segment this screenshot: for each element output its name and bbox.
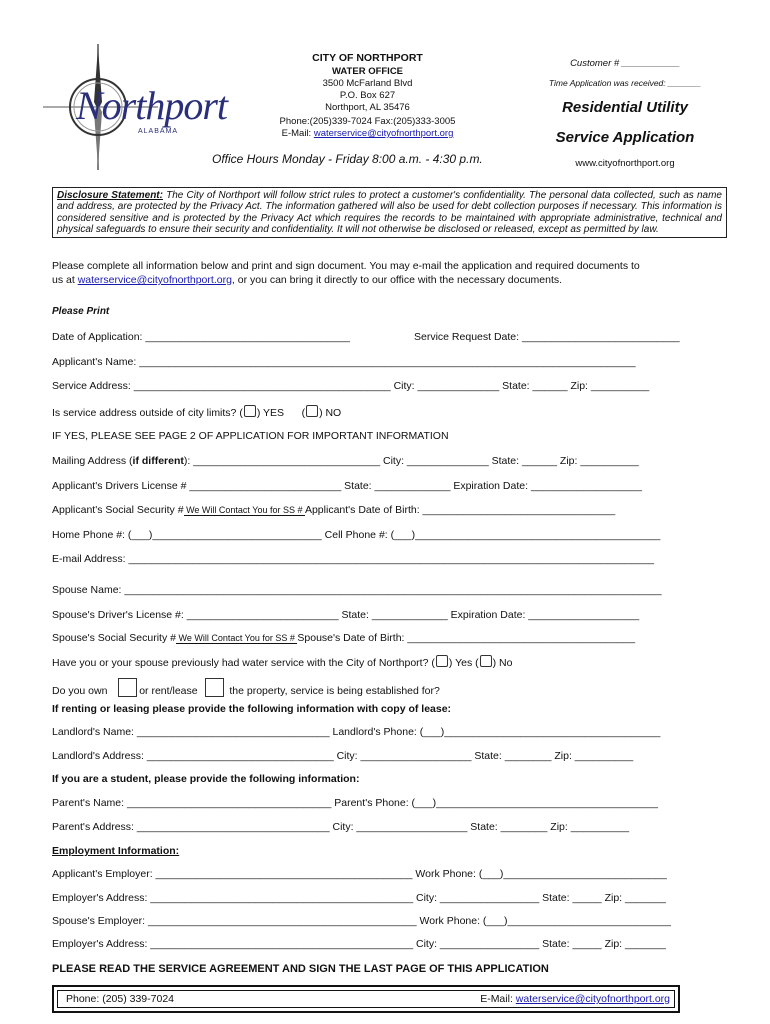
time-received: Time Application was received: _______ [548,78,702,88]
spouse-employer-address-field[interactable]: Employer's Address: _____________________________________________ City: _________________ State: _____ Zip: _______ [52,938,666,950]
disclosure-statement: Disclosure Statement: The City of Northport will follow strict rules to protect a customer's confidentiality. The personal data collected, such as name and address, are protected by the Privacy Act. The information gathered will also be used for debt collection purposes if necessary. This information is considered sensitive and is protected by the Privacy Act which requires the records to be maintained with appropriate administrative, technical and physical safeguards to ensure their security and confidentiality. It will not otherwise be disclosed or released, except as permitted by law. [52,187,727,238]
previous-no-checkbox[interactable] [480,655,492,667]
own-or-rent-question: Do you own or rent/lease the property, service is being established for? [52,678,440,697]
drivers-license-field[interactable]: Applicant's Drivers License # __________________________ State: _____________ Expiration Date: ___________________ [52,480,642,492]
website: www.cityofnorthport.org [575,158,675,169]
read-agreement-notice: PLEASE READ THE SERVICE AGREEMENT AND SIGN THE LAST PAGE OF THIS APPLICATION [52,963,549,975]
address-line-3: Northport, AL 35476 [325,102,410,113]
title-line-2: Service Application [555,129,695,146]
intro-line-2: us at waterservice@cityofnorthport.org, or you can bring it directly to our office with the necessary documents. [52,274,563,286]
service-address-field[interactable]: Service Address: ____________________________________________ City: ______________ State: ______ Zip: __________ [52,380,650,392]
previous-service-question: Have you or your spouse previously had water service with the City of Northport? ( ) Yes ( ) No [52,657,513,669]
student-heading: If you are a student, please provide the following information: [52,773,360,785]
mailing-address-field[interactable]: Mailing Address (if different): ________________________________ City: ______________ State: ______ Zip: __________ [52,455,639,467]
spouse-ssn-field[interactable]: Spouse's Social Security # We Will Contact You for SS # Spouse's Date of Birth: _______________________________________ [52,632,636,644]
city-logo [38,42,228,172]
phone-fax: Phone:(205)339-7024 Fax:(205)333-3005 [279,116,456,127]
applicant-name-field[interactable]: Applicant's Name: _____________________________________________________________________________________ [52,356,636,368]
title-line-1: Residential Utility [562,99,688,116]
landlord-address-field[interactable]: Landlord's Address: ________________________________ City: ___________________ State: ________ Zip: __________ [52,750,634,762]
spouse-drivers-license-field[interactable]: Spouse's Driver's License #: __________________________ State: _____________ Expiration Date: ___________________ [52,609,640,621]
own-checkbox[interactable] [118,678,137,697]
footer-phone: Phone: (205) 339-7024 [66,993,174,1005]
phone-numbers-field[interactable]: Home Phone #: (___)_____________________________ Cell Phone #: (___)__________________________________________ [52,529,661,541]
employment-heading: Employment Information: [52,845,180,857]
logo-tag: ALABAMA [138,128,179,135]
org-name: CITY OF NORTHPORT [312,52,423,64]
footer-email-link[interactable]: waterservice@cityofnorthport.org [515,993,670,1005]
previous-yes-checkbox[interactable] [436,655,448,667]
applicant-employer-address-field[interactable]: Employer's Address: _____________________________________________ City: _________________ State: _____ Zip: _______ [52,892,666,904]
rent-checkbox[interactable] [205,678,224,697]
spouse-name-field[interactable]: Spouse Name: ____________________________________________________________________________________________ [52,584,662,596]
outside-yes-checkbox[interactable] [244,405,256,417]
applicant-ssn-field[interactable]: Applicant's Social Security # We Will Contact You for SS # Applicant's Date of Birth: _________________________________ [52,504,616,516]
footer-email: E-Mail: waterservice@cityofnorthport.org [480,993,670,1005]
service-request-date-field[interactable]: Service Request Date: ___________________________ [414,331,680,343]
customer-number: Customer # ___________ [570,58,680,69]
renting-heading: If renting or leasing please provide the following information with copy of lease: [52,703,452,715]
logo-wordmark: Northport [76,83,228,128]
outside-city-limits: Is service address outside of city limits? ( ) YES ( ) NO [52,407,342,419]
spouse-employer-field[interactable]: Spouse's Employer: ______________________________________________ Work Phone: (___)____________________________ [52,915,671,927]
intro-email-link[interactable]: waterservice@cityofnorthport.org [77,274,232,286]
header-email-link[interactable]: waterservice@cityofnorthport.org [313,128,454,139]
parent-address-field[interactable]: Parent's Address: _________________________________ City: ___________________ State: ________ Zip: __________ [52,821,630,833]
applicant-employer-field[interactable]: Applicant's Employer: ____________________________________________ Work Phone: (___)____________________________ [52,868,667,880]
address-line-1: 3500 McFarland Blvd [322,78,413,89]
office-hours: Office Hours Monday - Friday 8:00 a.m. - 4:30 p.m. [212,152,483,166]
email-address-field[interactable]: E-mail Address: __________________________________________________________________________________________ [52,553,655,565]
footer-box [52,985,680,1013]
footer-inner [57,990,675,1008]
intro-line-1: Please complete all information below and print and sign document. You may e-mail the application and required documents to [52,260,640,272]
landlord-name-field[interactable]: Landlord's Name: _________________________________ Landlord's Phone: (___)_____________________________________ [52,726,661,738]
parent-name-field[interactable]: Parent's Name: ___________________________________ Parent's Phone: (___)______________________________________ [52,797,658,809]
dept-name: WATER OFFICE [331,66,404,77]
address-line-2: P.O. Box 627 [339,90,396,101]
header-email: E-Mail: waterservice@cityofnorthport.org [281,128,454,139]
date-of-application-field[interactable]: Date of Application: ___________________________________ [52,331,350,343]
outside-no-checkbox[interactable] [306,405,318,417]
if-yes-note: IF YES, PLEASE SEE PAGE 2 OF APPLICATION FOR IMPORTANT INFORMATION [52,430,449,442]
please-print: Please Print [52,306,110,317]
